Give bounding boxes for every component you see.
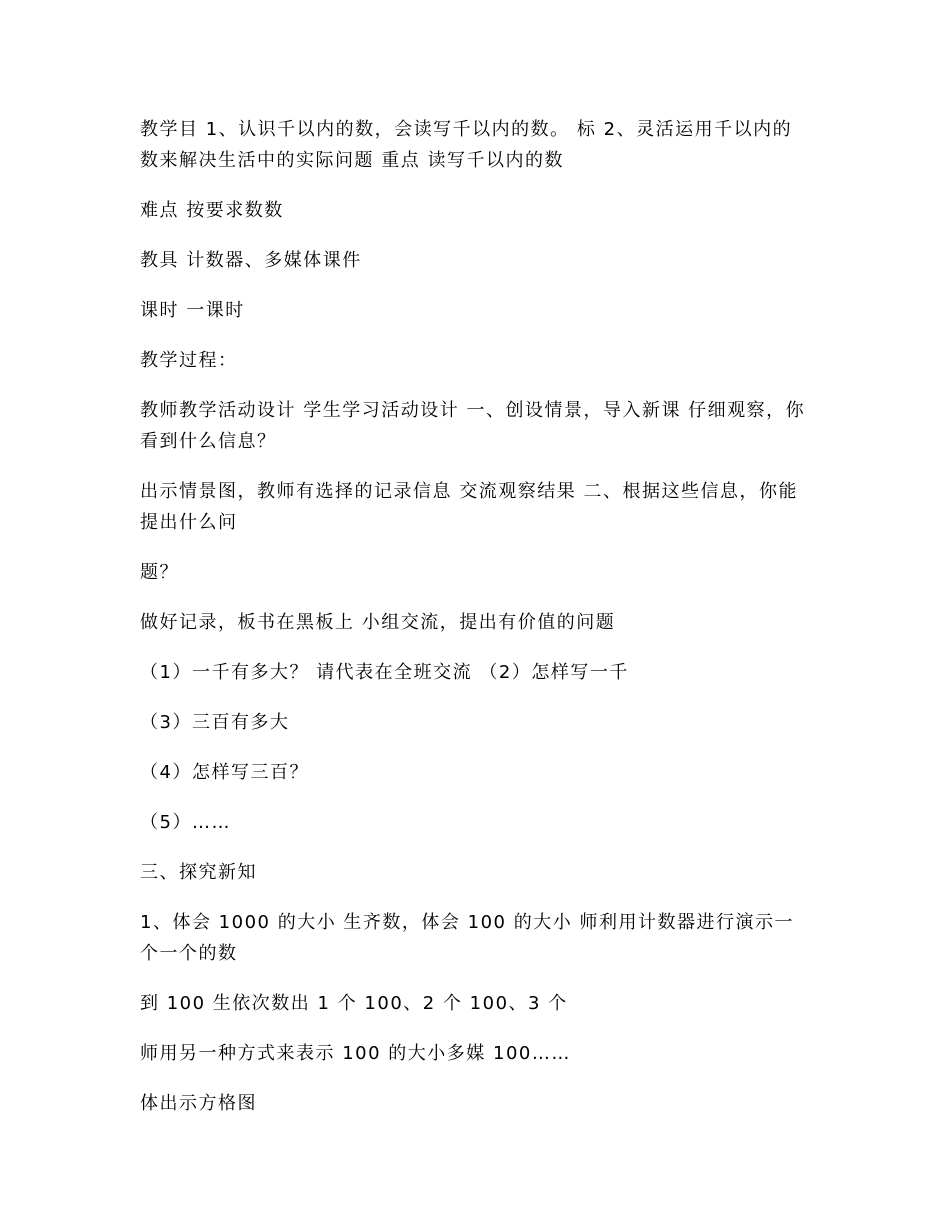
paragraph-experience-1000: 1、体会 1000 的大小 生齐数，体会 100 的大小 师利用计数器进行演示一个一个的数 — [140, 912, 794, 964]
paragraph-another-way: 师用另一种方式来表示 100 的大小多媒 100…… — [140, 1043, 571, 1064]
list-item-4: （4）怎样写三百？ — [140, 762, 309, 783]
paragraph-activity-design: 教师教学活动设计 学生学习活动设计 一、创设情景，导入新课 仔细观察，你看到什么信息？ — [140, 400, 806, 452]
paragraph-teaching-goals: 教学目 1、认识千以内的数，会读写千以内的数。 标 2、灵活运用千以内的数来解决生活中的实际问题 重点 读写千以内的数 — [140, 119, 793, 171]
paragraph-record: 做好记录，板书在黑板上 小组交流，提出有价值的问题 — [140, 612, 616, 633]
paragraph-show-scene: 出示情景图，教师有选择的记录信息 交流观察结果 二、根据这些信息，你能提出什么问 — [140, 481, 798, 533]
list-item-1: （1）一千有多大？ 请代表在全班交流 （2）怎样写一千 — [140, 662, 629, 683]
section-heading-explore: 三、探究新知 — [140, 862, 257, 883]
paragraph-difficulty: 难点 按要求数数 — [140, 200, 284, 221]
paragraph-grid-diagram: 体出示方格图 — [140, 1093, 257, 1114]
document-body — [140, 114, 810, 1138]
paragraph-question-end: 题？ — [140, 562, 179, 583]
paragraph-count-to-100: 到 100 生依次数出 1 个 100、2 个 100、3 个 — [140, 993, 568, 1014]
paragraph-teaching-aids: 教具 计数器、多媒体课件 — [140, 250, 362, 271]
list-item-5: （5）…… — [140, 812, 231, 833]
paragraph-class-hours: 课时 一课时 — [140, 300, 245, 321]
paragraph-process-heading: 教学过程： — [140, 350, 238, 371]
list-item-3: （3）三百有多大 — [140, 712, 290, 733]
